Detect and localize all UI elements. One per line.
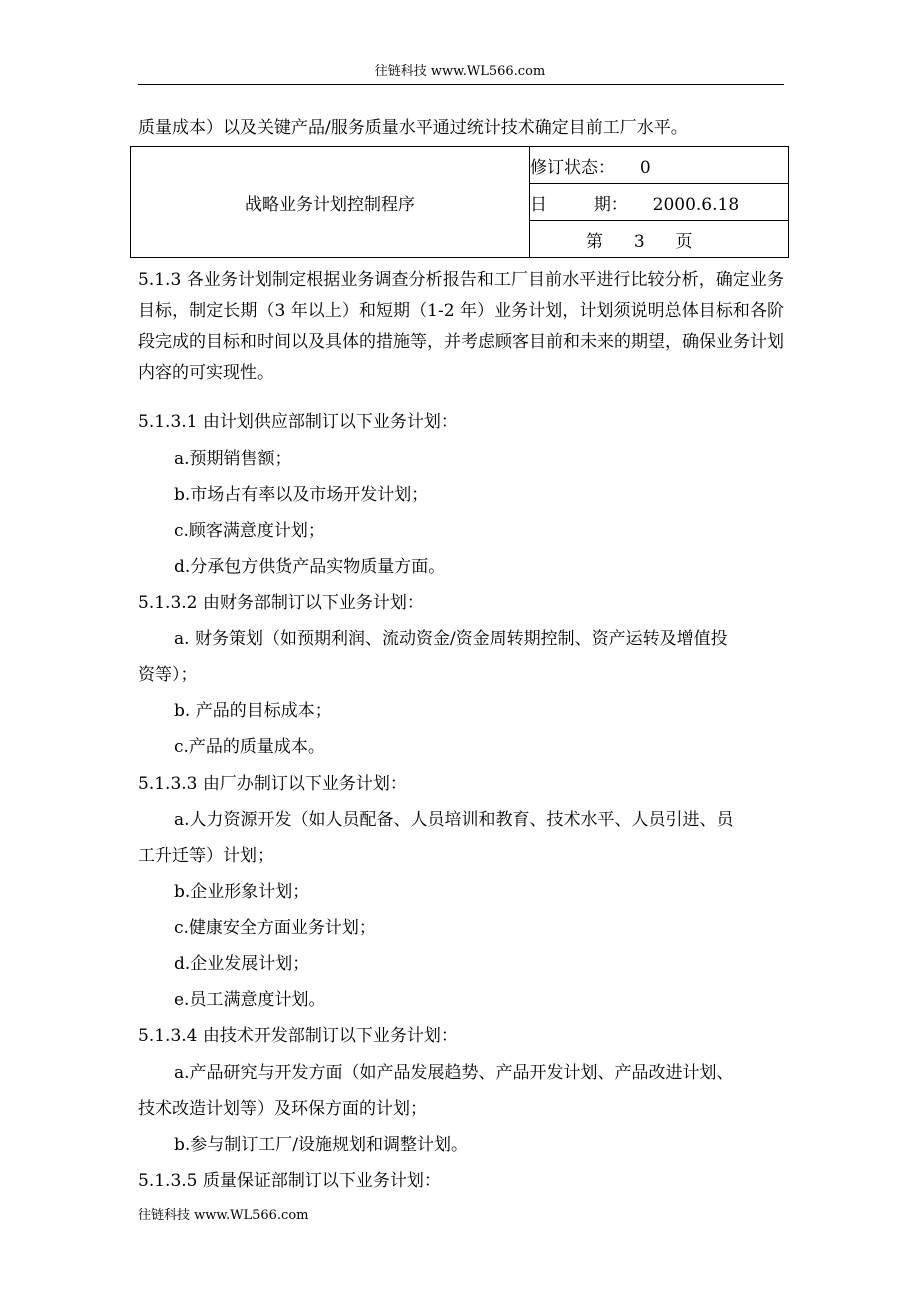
document-title: 战略业务计划控制程序 — [131, 147, 530, 258]
header-rule — [138, 84, 784, 85]
page-header: 往链科技 www.WL566.com — [374, 64, 546, 79]
list-item: b.参与制订工厂/设施规划和调整计划。 — [174, 1135, 469, 1155]
section-5-1-3-paragraph: 5.1.3 各业务计划制定根据业务调查分析报告和工厂目前水平进行比较分析，确定业务目标，制定长期（3 年以上）和短期（1-2 年）业务计划，计划须说明总体目标和各阶段完成的目标和时间以及具体的措施等，并考虑顾客目前和未来的期望，确保业务计划内容的可实现性。 — [138, 270, 784, 383]
date-cell — [530, 184, 789, 221]
list-item: c.产品的质量成本。 — [174, 737, 325, 757]
list-item: a.预期销售额； — [174, 449, 292, 469]
list-item: a.产品研究与开发方面（如产品发展趋势、产品开发计划、产品改进计划、 — [174, 1063, 734, 1083]
list-item: a. 财务策划（如预期利润、流动资金/资金周转期控制、资产运转及增值投 — [174, 629, 728, 649]
list-item-continuation: 技术改造计划等）及环保方面的计划； — [138, 1099, 427, 1119]
date-label-1: 日 — [530, 194, 547, 215]
intro-line: 质量成本）以及关键产品/服务质量水平通过统计技术确定目前工厂水平。 — [138, 118, 688, 138]
revision-cell — [530, 147, 789, 184]
list-item-continuation: 资等）； — [138, 665, 198, 685]
date-label-2: 期： — [593, 194, 628, 215]
list-item: b.市场占有率以及市场开发计划； — [174, 485, 429, 505]
list-item: c.健康安全方面业务计划； — [174, 918, 376, 938]
date-value: 2000.6.18 — [652, 194, 740, 215]
revision-label: 修订状态： — [530, 157, 615, 178]
revision-value: 0 — [639, 157, 651, 178]
section-5-1-3-2-heading: 5.1.3.2 由财务部制订以下业务计划： — [138, 593, 424, 613]
list-item: e.员工满意度计划。 — [174, 990, 326, 1010]
page-footer: 往链科技 www.WL566.com — [138, 1208, 309, 1223]
section-5-1-3-3-heading: 5.1.3.3 由厂办制订以下业务计划： — [138, 774, 407, 794]
list-item: d.企业发展计划； — [174, 954, 310, 974]
page-prefix: 第 — [586, 231, 603, 252]
list-item: b.企业形象计划； — [174, 882, 310, 902]
section-5-1-3-1-heading: 5.1.3.1 由计划供应部制订以下业务计划： — [138, 412, 458, 432]
list-item: a.人力资源开发（如人员配备、人员培训和教育、技术水平、人员引进、员 — [174, 810, 734, 830]
list-item: d.分承包方供货产品实物质量方面。 — [174, 557, 446, 577]
list-item: c.顾客满意度计划； — [174, 521, 325, 541]
section-5-1-3-5-heading: 5.1.3.5 质量保证部制订以下业务计划： — [138, 1171, 441, 1191]
page-number: 3 — [633, 231, 645, 252]
list-item-continuation: 工升迁等）计划； — [138, 846, 274, 866]
list-item: b. 产品的目标成本； — [174, 701, 332, 721]
document-control-table — [130, 146, 789, 258]
page-cell — [530, 221, 789, 258]
page-suffix: 页 — [675, 231, 693, 252]
section-5-1-3-4-heading: 5.1.3.4 由技术开发部制订以下业务计划： — [138, 1026, 458, 1046]
